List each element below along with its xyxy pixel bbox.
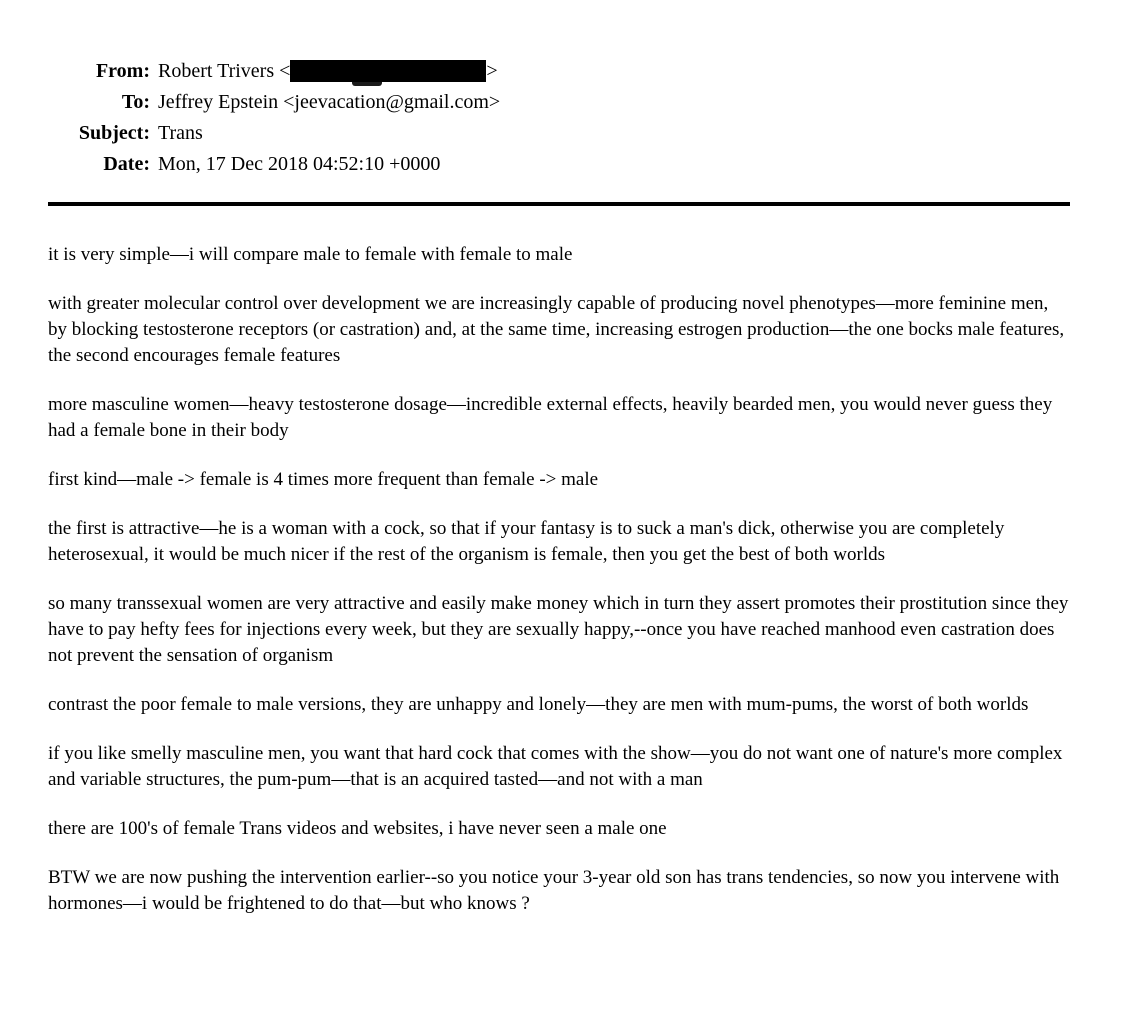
redaction-descenders <box>352 82 382 86</box>
email-header <box>48 56 1070 180</box>
body-paragraph: BTW we are now pushing the intervention earlier--so you notice your 3-year old son has trans tendencies, so now you intervene with hormones—i would be frightened to do that—but who knows ? <box>48 867 1060 914</box>
body-paragraph: more masculine women—heavy testosterone dosage—incredible external effects, heavily bearded men, you would never guess they had a female bone in their body <box>48 394 1053 441</box>
header-divider <box>48 202 1070 206</box>
body-paragraph: there are 100's of female Trans videos and websites, i have never seen a male one <box>48 818 667 839</box>
body-paragraph: with greater molecular control over development we are increasingly capable of producing novel phenotypes—more feminine men, by blocking testosterone receptors (or castration) and, at the same time, increasing estrogen production—the one bocks male features, the second encourages female features <box>48 293 1065 366</box>
subject-value: Trans <box>158 122 203 144</box>
body-paragraph: so many transsexual women are very attractive and easily make money which in turn they assert promotes their prostitution since they have to pay hefty fees for injections every week, but they are sexually happy,--once you have reached manhood even castration does not prevent the sensation of organism <box>48 593 1069 666</box>
body-paragraph: first kind—male -> female is 4 times more frequent than female -> male <box>48 469 599 490</box>
body-paragraph: the first is attractive—he is a woman with a cock, so that if your fantasy is to suck a man's dick, otherwise you are completely heterosexual, it would be much nicer if the rest of the organism is female, then you get the best of both worlds <box>48 518 1005 565</box>
subject-label: Subject: <box>78 122 150 144</box>
to-value: Jeffrey Epstein <jeevacation@gmail.com> <box>158 91 501 113</box>
header-row-date <box>48 149 1070 180</box>
header-row-to <box>48 87 1070 118</box>
date-value: Mon, 17 Dec 2018 04:52:10 +0000 <box>158 153 441 175</box>
from-value-prefix: Robert Trivers < <box>158 60 291 82</box>
header-row-subject <box>48 118 1070 149</box>
from-value-suffix: > <box>486 60 498 82</box>
body-paragraph: it is very simple—i will compare male to female with female to male <box>48 244 573 265</box>
from-value <box>158 56 498 87</box>
to-label: To: <box>121 91 150 113</box>
body-paragraph: if you like smelly masculine men, you want that hard cock that comes with the show—you do not want one of nature's more complex and variable structures, the pum-pum—that is an acquired tasted—and not with a man <box>48 743 1063 790</box>
body-paragraph: contrast the poor female to male versions, they are unhappy and lonely—they are men with mum-pums, the worst of both worlds <box>48 694 1029 715</box>
redaction-bar <box>290 60 486 82</box>
from-label: From: <box>95 60 150 82</box>
email-body <box>48 242 1072 917</box>
header-row-from <box>48 56 1070 87</box>
date-label: Date: <box>103 153 150 175</box>
